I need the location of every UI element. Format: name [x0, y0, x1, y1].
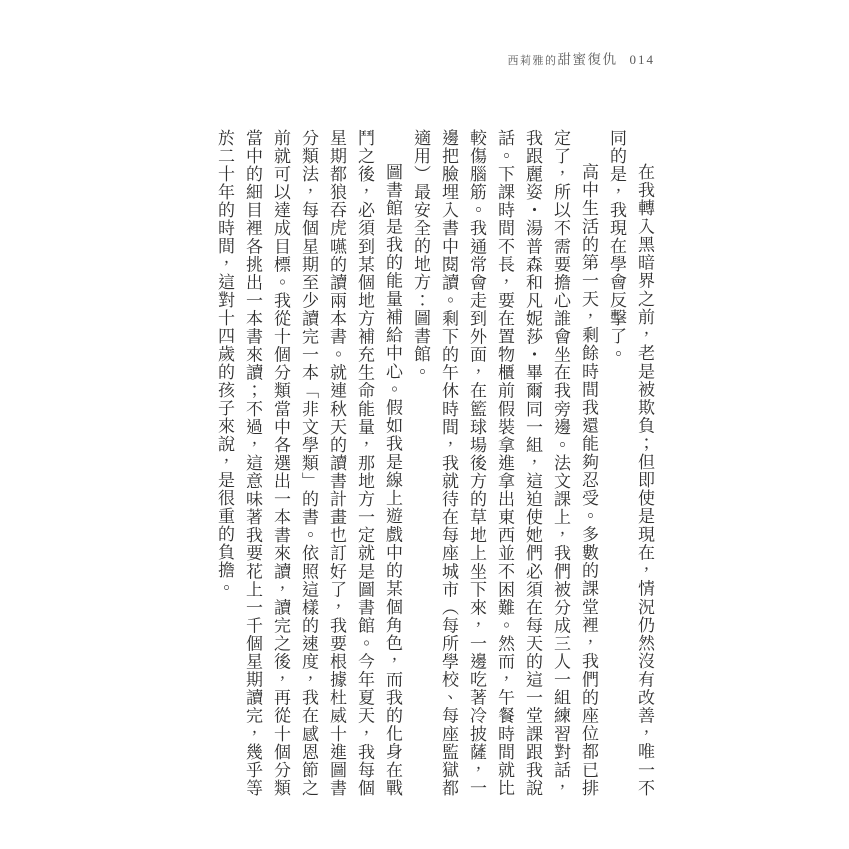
paragraph: 高中生活的第一天，剩餘時間我還能夠忍受。多數的課堂裡，我們的座位都已排定了，所以不需要擔心誰會坐在我旁邊。法文課上，我們被分成三人一組練習對話，我跟麗姿・湯普森和凡妮莎・畢爾同一組，這迫使她們必須在每天的這一堂課跟我說話。下課時間不長，要在置物櫃前假裝拿進拿出東西並不困難。然而，午餐時間就比較傷腦筋。我通常會走到外面，在籃球場後方的草地上坐下來，一邊吃著冷披薩，一邊把臉埋入書中閱讀。剩下的午休時間，我就待在每座城市（每所學校、每座監獄都適用）最安全的地方：圖書館。: [411, 129, 598, 797]
page-number: 014: [629, 52, 655, 67]
paragraph: 圖書館是我的能量補給中心。假如我是線上遊戲中的某個角色，而我的化身在戰鬥之後，必須到某個地方補充生命能量，那地方一定就是圖書館。今年夏天，我每個星期都狼吞虎嚥的讀兩本書。就連秋天的讀書計畫也訂好了，我要根據杜威十進圖書分類法，每個星期至少讀完一本「非文學類」的書。依照這樣的速度，我在感恩節之前就可以達成目標。我從十個分類當中各選出一本書來讀，讀完之後，再從十個分類當中的細目裡各挑出一本書來讀；不過，這意味著我要花上一千個星期讀完，幾乎等於二十年的時間，這對十四歲的孩子來說，是很重的負擔。: [215, 129, 402, 797]
body-text: [188, 129, 658, 797]
running-header: [508, 52, 656, 69]
book-title-main: 甜蜜復仇: [557, 52, 618, 67]
paragraph: 在我轉入黑暗界之前，老是被欺負；但即使是現在，情況仍然沒有改善，唯一不同的是，我現在學會反擊了。: [607, 129, 654, 797]
book-title-prefix: 西莉雅的: [507, 55, 558, 67]
